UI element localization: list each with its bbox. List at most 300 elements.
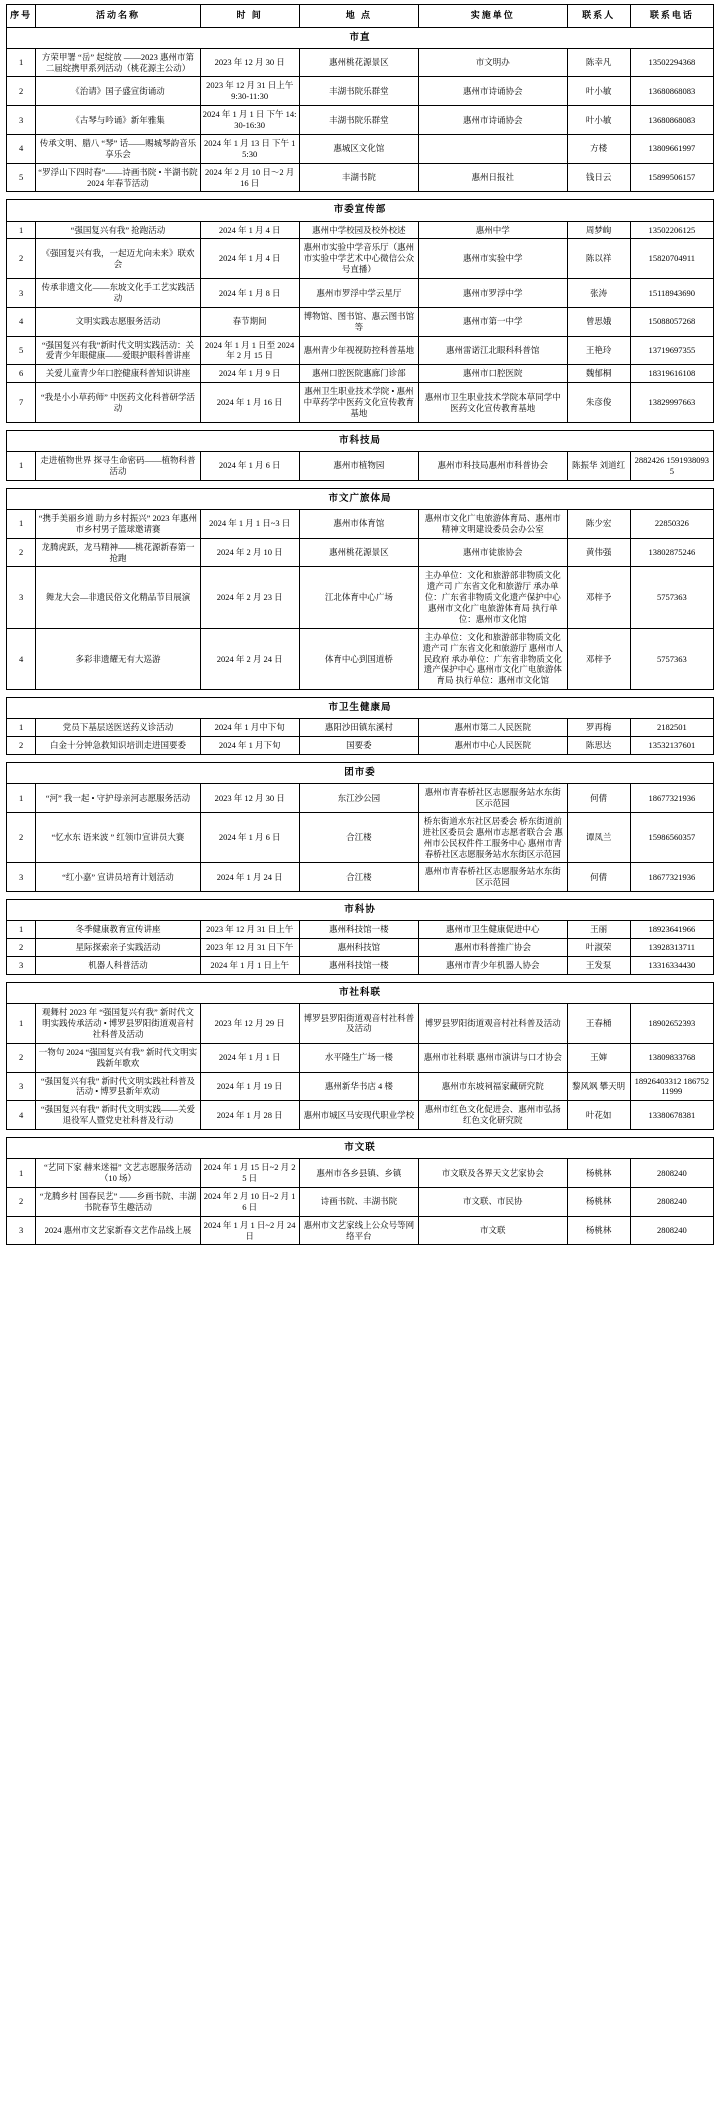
section-spacer-cell (7, 755, 714, 763)
cell-unit: 惠州市第一中学 (419, 307, 568, 336)
cell-activity-name: “罗浮山下四时春”——诗画书院 • 半湖书院 2024 年春节活动 (36, 163, 200, 192)
cell-unit: 惠州市文化广电旅游体育局、惠州市精神文明建设委员会办公室 (419, 509, 568, 538)
cell-index: 7 (7, 383, 36, 423)
cell-place: 合江楼 (299, 863, 418, 892)
cell-unit: 市文联、市民协 (419, 1187, 568, 1216)
cell-activity-name: 方荣甲署 “岳” 起绽放 ——2023 惠州市第二届绽携甲系列活动（桃花源主公动） (36, 48, 200, 77)
section-header-row (7, 430, 714, 451)
cell-time: 2024 年 1 月 1 日 (200, 1043, 299, 1072)
section-spacer (7, 974, 714, 982)
section-title: 市卫生健康局 (7, 698, 714, 719)
section-spacer (7, 422, 714, 430)
header-place: 地 点 (299, 5, 418, 28)
cell-phone: 18677321936 (630, 784, 713, 813)
table-row (7, 737, 714, 755)
cell-activity-name: “艺同下家 赫来迷福” 文艺志愿服务活动（10 场） (36, 1159, 200, 1188)
section-title: 市科协 (7, 900, 714, 921)
table-row (7, 307, 714, 336)
cell-activity-name: 关爱儿童青少年口腔健康科普知识讲座 (36, 365, 200, 383)
cell-time: 2024 年 1 月中下旬 (200, 719, 299, 737)
cell-phone: 18923641966 (630, 921, 713, 939)
cell-phone: 13502294368 (630, 48, 713, 77)
cell-index: 5 (7, 163, 36, 192)
table-row (7, 221, 714, 239)
cell-index: 2 (7, 538, 36, 567)
cell-unit: 惠州市第二人民医院 (419, 719, 568, 737)
section-spacer-cell (7, 974, 714, 982)
cell-phone: 18926403312 18675211999 (630, 1072, 713, 1101)
cell-phone: 5757363 (630, 567, 713, 628)
cell-index: 1 (7, 1004, 36, 1044)
cell-contact: 曾思娥 (567, 307, 630, 336)
cell-place: 惠州市罗浮中学云星厅 (299, 279, 418, 308)
cell-place: 惠州市植物园 (299, 451, 418, 480)
cell-place: 惠州市体育馆 (299, 509, 418, 538)
cell-activity-name: 党员下基层送医送药义诊活动 (36, 719, 200, 737)
section-title: 市文联 (7, 1138, 714, 1159)
cell-phone: 13502206125 (630, 221, 713, 239)
section-spacer-cell (7, 192, 714, 200)
section-spacer (7, 480, 714, 488)
cell-unit (419, 134, 568, 163)
cell-index: 4 (7, 628, 36, 689)
cell-phone: 13680868083 (630, 77, 713, 106)
cell-place: 丰湖书院 (299, 163, 418, 192)
cell-unit: 惠州市徒旅协会 (419, 538, 568, 567)
cell-activity-name: “红小嘉” 宣讲员培育计划活动 (36, 863, 200, 892)
cell-index: 4 (7, 134, 36, 163)
cell-phone: 13809661997 (630, 134, 713, 163)
cell-time: 2023 年 12 月 30 日 (200, 784, 299, 813)
cell-activity-name: 传承非遗文化——东坡文化手工艺实践活动 (36, 279, 200, 308)
cell-unit: 惠州市实验中学 (419, 239, 568, 279)
cell-contact: 叶淑荣 (567, 939, 630, 957)
cell-time: 2023 年 12 月 30 日 (200, 48, 299, 77)
cell-index: 1 (7, 921, 36, 939)
cell-unit: 惠州市卫生职业技术学院本草同学中医药文化宣传教育基地 (419, 383, 568, 423)
cell-phone: 18677321936 (630, 863, 713, 892)
cell-phone: 13380678381 (630, 1101, 713, 1130)
cell-contact: 黄伟强 (567, 538, 630, 567)
cell-phone: 13928313711 (630, 939, 713, 957)
cell-contact: 谭凤兰 (567, 812, 630, 863)
cell-time: 2024 年 1 月 6 日 (200, 451, 299, 480)
cell-contact: 杨桃林 (567, 1187, 630, 1216)
table-row (7, 863, 714, 892)
cell-activity-name: 多彩非遗耀无有大巡游 (36, 628, 200, 689)
cell-contact: 杨桃林 (567, 1216, 630, 1245)
table-row (7, 77, 714, 106)
cell-contact: 方楼 (567, 134, 630, 163)
cell-activity-name: “强国复兴有我” 新时代文明实践社科普及活动 • 博罗县新年欢动 (36, 1072, 200, 1101)
cell-contact: 王春桶 (567, 1004, 630, 1044)
cell-contact: 陈幸凡 (567, 48, 630, 77)
cell-phone: 13829997663 (630, 383, 713, 423)
cell-contact: 朱彦俊 (567, 383, 630, 423)
cell-activity-name: 机器人科普活动 (36, 957, 200, 975)
cell-contact: 邓梓予 (567, 567, 630, 628)
table-row (7, 628, 714, 689)
cell-place: 博物馆、图书馆、惠云图书馆等 (299, 307, 418, 336)
cell-place: 惠州口腔医院惠廊门诊部 (299, 365, 418, 383)
header-unit: 实施单位 (419, 5, 568, 28)
table-row (7, 1216, 714, 1245)
table-row (7, 567, 714, 628)
table-row (7, 106, 714, 135)
cell-phone: 15820704911 (630, 239, 713, 279)
cell-index: 4 (7, 1101, 36, 1130)
cell-contact: 陈以祥 (567, 239, 630, 279)
cell-place: 惠城区文化馆 (299, 134, 418, 163)
cell-activity-name: 龙腾虎跃，龙马精神——桃花源新春第一抢跑 (36, 538, 200, 567)
cell-place: 惠州桃花源景区 (299, 538, 418, 567)
cell-phone: 13680868083 (630, 106, 713, 135)
section-spacer-cell (7, 892, 714, 900)
cell-place: 合江楼 (299, 812, 418, 863)
cell-unit: 惠州雷诺江北眼科科普馆 (419, 336, 568, 365)
cell-unit: 惠州市卫生健康促进中心 (419, 921, 568, 939)
cell-unit: 惠州中学 (419, 221, 568, 239)
cell-activity-name: “强国复兴有我”新时代文明实践活动：关爱青少年眼健康——爱眼护眼科普讲座 (36, 336, 200, 365)
cell-index: 6 (7, 365, 36, 383)
cell-index: 3 (7, 1216, 36, 1245)
section-header-row (7, 982, 714, 1003)
cell-activity-name: “我是小小草药师” 中医药文化科普研学活动 (36, 383, 200, 423)
cell-unit: 市文联 (419, 1216, 568, 1245)
cell-place: 惠州市文艺家线上公众号等网络平台 (299, 1216, 418, 1245)
cell-phone: 15899506157 (630, 163, 713, 192)
cell-activity-name: 文明实践志愿服务活动 (36, 307, 200, 336)
cell-time: 2024 年 2 月 24 日 (200, 628, 299, 689)
cell-place: 惠州中学校园及校外校述 (299, 221, 418, 239)
cell-unit: 惠州市诗诵协会 (419, 77, 568, 106)
cell-time: 2024 年 1 月 15 日~2 月 25 日 (200, 1159, 299, 1188)
table-row (7, 279, 714, 308)
cell-phone: 13802875246 (630, 538, 713, 567)
cell-phone: 2882426 15919380935 (630, 451, 713, 480)
section-title: 市社科联 (7, 982, 714, 1003)
cell-phone: 18319616108 (630, 365, 713, 383)
cell-contact: 黎风飒 攀天明 (567, 1072, 630, 1101)
cell-time: 2024 年 2 月 23 日 (200, 567, 299, 628)
section-spacer-cell (7, 480, 714, 488)
section-header-row (7, 1138, 714, 1159)
cell-index: 2 (7, 77, 36, 106)
cell-time: 2024 年 1 月下旬 (200, 737, 299, 755)
cell-phone: 18902652393 (630, 1004, 713, 1044)
cell-contact: 钱日云 (567, 163, 630, 192)
table-row (7, 939, 714, 957)
cell-contact: 何倩 (567, 863, 630, 892)
section-header-row (7, 27, 714, 48)
cell-place: 丰湖书院乐群堂 (299, 77, 418, 106)
table-row (7, 451, 714, 480)
cell-place: 诗画书院、丰湖书院 (299, 1187, 418, 1216)
cell-phone: 22850326 (630, 509, 713, 538)
cell-activity-name: 冬季健康教育宣传讲座 (36, 921, 200, 939)
section-spacer (7, 1130, 714, 1138)
table-row (7, 1004, 714, 1044)
cell-time: 2024 年 1 月 24 日 (200, 863, 299, 892)
cell-unit: 主办单位：文化和旅游部非物质文化遗产司 广东省文化和旅游厅 承办单位：广东省非物质文化遗产保护中心 惠州市文化广电旅游体育局 执行单位：惠州市文化馆 (419, 567, 568, 628)
cell-unit: 惠州市青春桥社区志愿服务站水东街区示范园 (419, 784, 568, 813)
cell-unit: 惠州市口腔医院 (419, 365, 568, 383)
cell-index: 2 (7, 239, 36, 279)
header-time: 时 间 (200, 5, 299, 28)
cell-activity-name: 《强国复兴有我，一起迈尤向未来》联欢会 (36, 239, 200, 279)
cell-phone: 5757363 (630, 628, 713, 689)
cell-unit: 惠州市社科联 惠州市演讲与口才协会 (419, 1043, 568, 1072)
cell-contact: 杨桃林 (567, 1159, 630, 1188)
cell-time: 2024 年 1 月 9 日 (200, 365, 299, 383)
cell-unit: 惠州市青春桥社区志愿服务站水东街区示范园 (419, 863, 568, 892)
cell-unit: 惠州市青少年机器人协会 (419, 957, 568, 975)
cell-index: 3 (7, 567, 36, 628)
cell-activity-name: 一物句 2024 “强国复兴有我” 新时代文明实践新年歌欢 (36, 1043, 200, 1072)
section-spacer-cell (7, 690, 714, 698)
table-row (7, 509, 714, 538)
table-header-row (7, 5, 714, 28)
cell-index: 3 (7, 957, 36, 975)
cell-place: 国要委 (299, 737, 418, 755)
cell-place: 惠州青少年视视防控科普基地 (299, 336, 418, 365)
cell-index: 3 (7, 1072, 36, 1101)
cell-place: 惠州新华书店 4 楼 (299, 1072, 418, 1101)
table-row (7, 1072, 714, 1101)
cell-activity-name: 《古琴与吟诵》新年雅集 (36, 106, 200, 135)
cell-unit: 惠州市红色文化促进会、惠州市弘扬红色文化研究院 (419, 1101, 568, 1130)
cell-activity-name: 星际探索亲子实践活动 (36, 939, 200, 957)
cell-contact: 王婶 (567, 1043, 630, 1072)
cell-time: 2024 年 2 月 10 日～2 月 16 日 (200, 163, 299, 192)
cell-phone: 2808240 (630, 1187, 713, 1216)
cell-index: 5 (7, 336, 36, 365)
cell-time: 2024 年 1 月 8 日 (200, 279, 299, 308)
section-spacer (7, 755, 714, 763)
cell-unit: 市文明办 (419, 48, 568, 77)
cell-unit: 博罗县罗阳街道观音村社科普及活动 (419, 1004, 568, 1044)
cell-phone: 15118943690 (630, 279, 713, 308)
cell-contact: 叶花如 (567, 1101, 630, 1130)
cell-unit: 惠州市东坡祠福家藏研究院 (419, 1072, 568, 1101)
cell-time: 2024 年 1 月 6 日 (200, 812, 299, 863)
table-row (7, 239, 714, 279)
cell-place: 惠州市各乡县镇、乡镇 (299, 1159, 418, 1188)
cell-unit: 惠州市中心人民医院 (419, 737, 568, 755)
cell-index: 4 (7, 307, 36, 336)
table-row (7, 719, 714, 737)
table-row (7, 1187, 714, 1216)
section-spacer-cell (7, 422, 714, 430)
cell-index: 1 (7, 48, 36, 77)
activity-table (6, 4, 714, 1245)
cell-index: 1 (7, 719, 36, 737)
cell-phone: 2182501 (630, 719, 713, 737)
cell-phone: 2808240 (630, 1216, 713, 1245)
cell-unit: 惠州市科普推广协会 (419, 939, 568, 957)
cell-place: 博罗县罗阳街道观音村社科普及活动 (299, 1004, 418, 1044)
cell-index: 3 (7, 106, 36, 135)
cell-index: 1 (7, 784, 36, 813)
cell-time: 2024 年 1 月 1 日 下午 14:30-16:30 (200, 106, 299, 135)
cell-contact: 叶小敏 (567, 106, 630, 135)
table-row (7, 1043, 714, 1072)
cell-place: 惠阳沙田镇东溪村 (299, 719, 418, 737)
table-row (7, 163, 714, 192)
cell-index: 2 (7, 737, 36, 755)
table-row (7, 134, 714, 163)
cell-contact: 王艳玲 (567, 336, 630, 365)
table-body (7, 27, 714, 1245)
cell-time: 2024 年 1 月 1 日~3 日 (200, 509, 299, 538)
cell-place: 水平隆生广场一楼 (299, 1043, 418, 1072)
cell-contact: 陈振华 刘道红 (567, 451, 630, 480)
cell-contact: 罗再梅 (567, 719, 630, 737)
table-row (7, 921, 714, 939)
cell-place: 江北体育中心广场 (299, 567, 418, 628)
cell-phone: 15088057268 (630, 307, 713, 336)
cell-place: 惠州科技馆一楼 (299, 921, 418, 939)
cell-place: 惠州卫生职业技术学院 • 惠州中草药学中医药文化宣传教育基地 (299, 383, 418, 423)
cell-index: 2 (7, 812, 36, 863)
table-header (7, 5, 714, 28)
cell-activity-name: “携手美丽乡道 助力乡村振兴” 2023 年惠州市乡村男子篮球邀请赛 (36, 509, 200, 538)
cell-place: 惠州科技馆一楼 (299, 957, 418, 975)
cell-phone: 13532137601 (630, 737, 713, 755)
section-header-row (7, 900, 714, 921)
cell-time: 2024 年 2 月 10 日 (200, 538, 299, 567)
cell-time: 2024 年 1 月 4 日 (200, 221, 299, 239)
cell-activity-name: “忆水东 语来波 ” 红领巾宣讲员大赛 (36, 812, 200, 863)
cell-place: 惠州市实验中学音乐厅（惠州市实验中学艺术中心微信公众号直播） (299, 239, 418, 279)
cell-contact: 叶小敏 (567, 77, 630, 106)
cell-activity-name: 舞龙大会—非遗民俗文化精品节目展演 (36, 567, 200, 628)
cell-activity-name: 2024 惠州市文艺家新春文艺作品线上展 (36, 1216, 200, 1245)
cell-place: 体育中心到国道桥 (299, 628, 418, 689)
cell-time: 2023 年 12 月 31 日上午 (200, 921, 299, 939)
cell-place: 丰湖书院乐群堂 (299, 106, 418, 135)
cell-activity-name: 《治请》国子盛宣街诵动 (36, 77, 200, 106)
cell-unit: 惠州日报社 (419, 163, 568, 192)
section-spacer (7, 892, 714, 900)
cell-time: 2023 年 12 月 31 日下午 (200, 939, 299, 957)
table-row (7, 383, 714, 423)
cell-unit: 桥东街道水东社区居委会 桥东街道前进社区委员会 惠州市志愿者联合会 惠州市公民权件件工服务中心 惠州市青春桥社区志愿服务站水东街区示范园 (419, 812, 568, 863)
cell-activity-name: 白金十分钟急救知识培训走进国要委 (36, 737, 200, 755)
cell-time: 2024 年 1 月 19 日 (200, 1072, 299, 1101)
table-row (7, 1159, 714, 1188)
header-index: 序号 (7, 5, 36, 28)
cell-contact: 陈思达 (567, 737, 630, 755)
section-title: 市文广旅体局 (7, 488, 714, 509)
section-title: 市委宣传部 (7, 200, 714, 221)
cell-phone: 2808240 (630, 1159, 713, 1188)
table-row (7, 1101, 714, 1130)
section-spacer (7, 690, 714, 698)
section-header-row (7, 200, 714, 221)
cell-time: 2024 年 2 月 10 日~2 月 16 日 (200, 1187, 299, 1216)
cell-place: 东江沙公园 (299, 784, 418, 813)
section-spacer (7, 192, 714, 200)
cell-time: 2024 年 1 月 28 日 (200, 1101, 299, 1130)
cell-unit: 惠州市罗浮中学 (419, 279, 568, 308)
cell-time: 2023 年 12 月 29 日 (200, 1004, 299, 1044)
cell-contact: 魏郁桐 (567, 365, 630, 383)
header-activity-name: 活动名称 (36, 5, 200, 28)
cell-phone: 13719697355 (630, 336, 713, 365)
cell-activity-name: “强国复兴有我” 新时代文明实践——关爱退役军人暨党史社科普及行动 (36, 1101, 200, 1130)
table-row (7, 336, 714, 365)
cell-time: 春节期间 (200, 307, 299, 336)
section-title: 市科技局 (7, 430, 714, 451)
table-row (7, 784, 714, 813)
cell-time: 2024 年 1 月 13 日 下午 15:30 (200, 134, 299, 163)
cell-contact: 王丽 (567, 921, 630, 939)
cell-place: 惠州科技馆 (299, 939, 418, 957)
header-phone: 联系电话 (630, 5, 713, 28)
table-row (7, 538, 714, 567)
cell-time: 2024 年 1 月 1 日~2 月 24 日 (200, 1216, 299, 1245)
cell-unit: 市文联及各界天文艺家协会 (419, 1159, 568, 1188)
cell-place: 惠州桃花源景区 (299, 48, 418, 77)
cell-time: 2024 年 1 月 16 日 (200, 383, 299, 423)
table-row (7, 365, 714, 383)
section-spacer-cell (7, 1130, 714, 1138)
cell-index: 1 (7, 221, 36, 239)
cell-index: 1 (7, 1159, 36, 1188)
table-row (7, 48, 714, 77)
cell-contact: 陈少宏 (567, 509, 630, 538)
cell-phone: 15986560357 (630, 812, 713, 863)
cell-contact: 邓梓予 (567, 628, 630, 689)
cell-index: 3 (7, 863, 36, 892)
section-title: 团市委 (7, 763, 714, 784)
cell-time: 2024 年 1 月 1 日至 2024 年 2 月 15 日 (200, 336, 299, 365)
cell-activity-name: 走进植物世界 探寻生命密码——植物科普活动 (36, 451, 200, 480)
section-header-row (7, 488, 714, 509)
cell-activity-name: “河” 我一起 • 守护母亲河志愿服务活动 (36, 784, 200, 813)
cell-index: 2 (7, 1187, 36, 1216)
cell-unit: 主办单位：文化和旅游部非物质文化遗产司 广东省文化和旅游厅 惠州市人民政府 承办单位：广东省非物质文化遗产保护中心 惠州市文化广电旅游体育局 执行单位：惠州市文化馆 (419, 628, 568, 689)
cell-phone: 13809833768 (630, 1043, 713, 1072)
cell-index: 2 (7, 939, 36, 957)
cell-contact: 王发泵 (567, 957, 630, 975)
table-row (7, 812, 714, 863)
cell-time: 2024 年 1 月 4 日 (200, 239, 299, 279)
cell-phone: 13316334430 (630, 957, 713, 975)
cell-time: 2023 年 12 月 31 日上午 9:30-11:30 (200, 77, 299, 106)
cell-contact: 周梦岣 (567, 221, 630, 239)
header-contact: 联系人 (567, 5, 630, 28)
section-header-row (7, 763, 714, 784)
cell-time: 2024 年 1 月 1 日上午 (200, 957, 299, 975)
cell-activity-name: 传承文明、腊八 “琴” 话——赐城琴韵音乐享乐会 (36, 134, 200, 163)
cell-index: 1 (7, 509, 36, 538)
table-row (7, 957, 714, 975)
cell-activity-name: “龙腾乡村 国春民艺” ——乡画书院、丰湖书院春节生趣活动 (36, 1187, 200, 1216)
cell-index: 1 (7, 451, 36, 480)
cell-contact: 何倩 (567, 784, 630, 813)
cell-index: 3 (7, 279, 36, 308)
cell-activity-name: “强国复兴有我” 抢跑活动 (36, 221, 200, 239)
cell-activity-name: 观舞村 2023 年 “强国复兴有我” 新时代文明实践传承活动 • 博罗县罗阳街道观音村社科普及活动 (36, 1004, 200, 1044)
cell-unit: 惠州市科技局惠州市科普协会 (419, 451, 568, 480)
cell-index: 2 (7, 1043, 36, 1072)
section-header-row (7, 698, 714, 719)
section-title: 市直 (7, 27, 714, 48)
cell-contact: 张涛 (567, 279, 630, 308)
cell-place: 惠州市城区马安现代职业学校 (299, 1101, 418, 1130)
